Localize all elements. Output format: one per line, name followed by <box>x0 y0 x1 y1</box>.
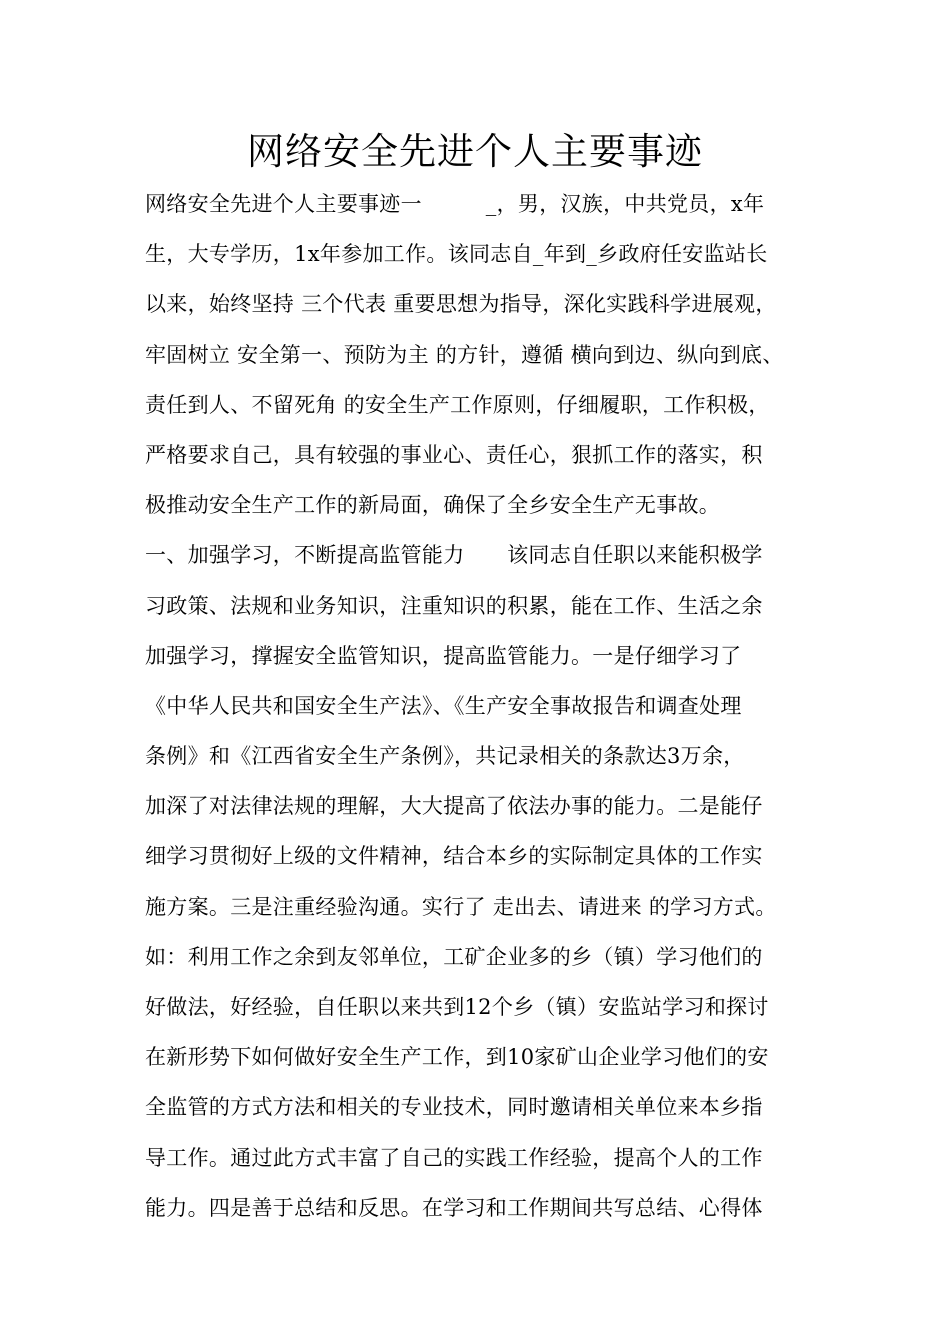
body-line-21: 能力。四是善于总结和反思。在学习和工作期间共写总结、心得体 <box>145 1195 763 1220</box>
body-line-6: 严格要求自己，具有较强的事业心、责任心，狠抓工作的落实，积 <box>145 442 763 467</box>
body-line-5: 责任到人、不留死角 的安全生产工作原则，仔细履职，工作积极， <box>145 392 770 417</box>
body-line-18: 在新形势下如何做好安全生产工作，到10家矿山企业学习他们的安 <box>145 1045 769 1070</box>
body-line-15: 施方案。三是注重经验沟通。实行了 走出去、请进来 的学习方式。 <box>145 894 777 919</box>
body-line-2: 生，大专学历，1x年参加工作。该同志自_年到_乡政府任安监站长 <box>145 242 768 267</box>
body-line-1: 网络安全先进个人主要事迹一 _，男，汉族，中共党员，x年 <box>145 192 765 216</box>
body-line-9: 习政策、法规和业务知识，注重知识的积累，能在工作、生活之余 <box>145 593 763 618</box>
body-line-19: 全监管的方式方法和相关的专业技术，同时邀请相关单位来本乡指 <box>145 1095 763 1120</box>
body-line-10: 加强学习，撑握安全监管知识，提高监管能力。一是仔细学习了 <box>145 643 742 668</box>
document-body <box>145 179 845 1233</box>
document-title: 网络安全先进个人主要事迹 <box>247 130 703 173</box>
body-line-8: 一、加强学习，不断提高监管能力 该同志自任职以来能积极学 <box>145 543 763 568</box>
body-line-13: 加深了对法律法规的理解，大大提高了依法办事的能力。二是能仔 <box>145 794 763 819</box>
body-line-12: 条例》和《江西省安全生产条例》，共记录相关的条款达3万余， <box>145 744 745 769</box>
body-line-17: 好做法，好经验，自任职以来共到12个乡（镇）安监站学习和探讨 <box>145 995 769 1019</box>
body-line-14: 细学习贯彻好上级的文件精神，结合本乡的实际制定具体的工作实 <box>145 844 763 869</box>
body-line-3: 以来，始终坚持 三个代表 重要思想为指导，深化实践科学进展观， <box>145 292 777 317</box>
body-line-20: 导工作。通过此方式丰富了自己的实践工作经验，提高个人的工作 <box>145 1145 763 1170</box>
body-line-7: 极推动安全生产工作的新局面，确保了全乡安全生产无事故。 <box>145 493 721 518</box>
body-line-11: 《中华人民共和国安全生产法》、《生产安全事故报告和调查处理 <box>145 693 742 718</box>
body-line-16: 如：利用工作之余到友邻单位，工矿企业多的乡（镇）学习他们的 <box>145 944 763 969</box>
body-line-4: 牢固树立 安全第一、预防为主 的方针，遵循 横向到边、纵向到底、 <box>145 342 784 367</box>
